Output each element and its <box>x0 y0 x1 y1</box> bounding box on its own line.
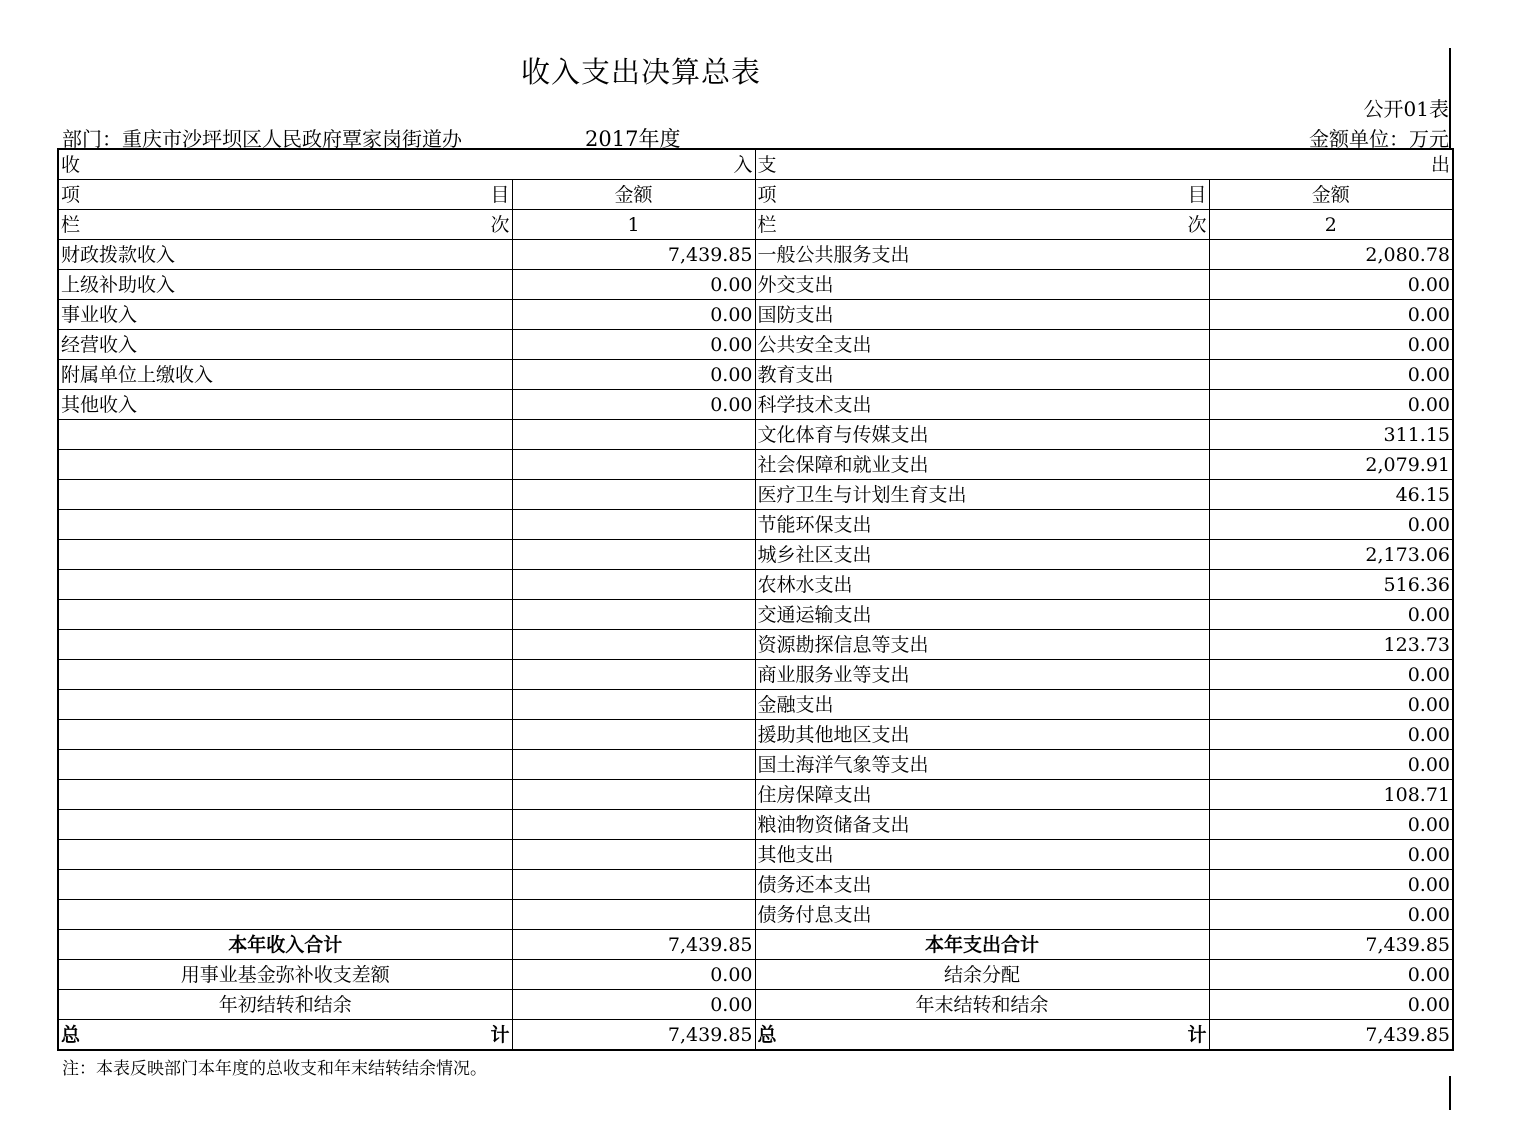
expense-item: 外交支出 <box>755 270 1209 300</box>
expense-amount: 2,173.06 <box>1209 540 1453 570</box>
col-label-right: 次 <box>490 214 510 236</box>
table-row <box>58 420 1453 450</box>
income-expense-table <box>57 148 1454 1051</box>
expense-item: 援助其他地区支出 <box>755 720 1209 750</box>
header-row-item-amount <box>58 180 1453 210</box>
expense-amount: 516.36 <box>1209 570 1453 600</box>
table-row <box>58 870 1453 900</box>
income-col-number: 1 <box>512 210 755 240</box>
table-row <box>58 240 1453 270</box>
income-item <box>58 660 512 690</box>
income-amount-header: 金额 <box>512 180 755 210</box>
income-header-left: 收 <box>61 154 81 176</box>
table-row <box>58 450 1453 480</box>
income-item <box>58 480 512 510</box>
summary-income-amount: 7,439.85 <box>512 930 755 960</box>
income-amount: 0.00 <box>512 300 755 330</box>
income-item: 经营收入 <box>58 330 512 360</box>
summary-expense-amount: 0.00 <box>1209 960 1453 990</box>
expense-header-right: 出 <box>1430 154 1450 176</box>
summary-row <box>58 960 1453 990</box>
table-row <box>58 510 1453 540</box>
item-header-right: 目 <box>1187 184 1207 206</box>
income-item: 事业收入 <box>58 300 512 330</box>
income-amount <box>512 840 755 870</box>
income-amount <box>512 720 755 750</box>
expense-amount: 0.00 <box>1209 900 1453 930</box>
expense-amount: 0.00 <box>1209 360 1453 390</box>
total-income-label <box>58 1020 512 1051</box>
item-header-left: 项 <box>757 184 777 206</box>
expense-col-number: 2 <box>1209 210 1453 240</box>
income-item <box>58 510 512 540</box>
income-item <box>58 540 512 570</box>
expense-item: 商业服务业等支出 <box>755 660 1209 690</box>
table-row <box>58 360 1453 390</box>
table-row <box>58 900 1453 930</box>
income-amount <box>512 810 755 840</box>
page-title: 收入支出决算总表 <box>520 55 761 89</box>
expense-item: 住房保障支出 <box>755 780 1209 810</box>
income-amount <box>512 420 755 450</box>
item-header-left: 项 <box>61 184 81 206</box>
total-label-right: 计 <box>1187 1024 1207 1046</box>
income-amount <box>512 570 755 600</box>
expense-amount: 0.00 <box>1209 390 1453 420</box>
expense-amount: 0.00 <box>1209 600 1453 630</box>
expense-col-label <box>755 210 1209 240</box>
expense-amount: 0.00 <box>1209 300 1453 330</box>
income-amount <box>512 660 755 690</box>
summary-expense-item: 结余分配 <box>755 960 1209 990</box>
income-item: 上级补助收入 <box>58 270 512 300</box>
expense-item: 资源勘探信息等支出 <box>755 630 1209 660</box>
expense-amount: 46.15 <box>1209 480 1453 510</box>
income-header-right: 入 <box>733 154 753 176</box>
summary-income-amount: 0.00 <box>512 990 755 1020</box>
expense-amount-header: 金额 <box>1209 180 1453 210</box>
total-expense-label <box>755 1020 1209 1051</box>
income-amount <box>512 540 755 570</box>
expense-amount: 0.00 <box>1209 720 1453 750</box>
income-amount <box>512 450 755 480</box>
expense-header-cell <box>755 149 1453 180</box>
table-row <box>58 660 1453 690</box>
expense-item: 社会保障和就业支出 <box>755 450 1209 480</box>
income-amount <box>512 780 755 810</box>
income-item <box>58 780 512 810</box>
item-header-right: 目 <box>490 184 510 206</box>
header-row-column-number <box>58 210 1453 240</box>
amount-unit: 金额单位：万元 <box>1309 127 1449 151</box>
income-item <box>58 900 512 930</box>
income-amount <box>512 900 755 930</box>
table-row <box>58 840 1453 870</box>
income-amount <box>512 630 755 660</box>
expense-item: 医疗卫生与计划生育支出 <box>755 480 1209 510</box>
expense-amount: 0.00 <box>1209 690 1453 720</box>
income-amount: 7,439.85 <box>512 240 755 270</box>
expense-amount: 123.73 <box>1209 630 1453 660</box>
income-amount <box>512 690 755 720</box>
table-row <box>58 750 1453 780</box>
income-item <box>58 600 512 630</box>
expense-item: 科学技术支出 <box>755 390 1209 420</box>
table-row <box>58 330 1453 360</box>
expense-header-left: 支 <box>757 154 777 176</box>
total-row <box>58 1020 1453 1051</box>
expense-amount: 0.00 <box>1209 330 1453 360</box>
income-amount <box>512 480 755 510</box>
income-amount <box>512 870 755 900</box>
expense-item: 其他支出 <box>755 840 1209 870</box>
expense-item: 公共安全支出 <box>755 330 1209 360</box>
summary-expense-amount: 0.00 <box>1209 990 1453 1020</box>
expense-amount: 0.00 <box>1209 840 1453 870</box>
income-item: 其他收入 <box>58 390 512 420</box>
summary-expense-amount: 7,439.85 <box>1209 930 1453 960</box>
expense-amount: 0.00 <box>1209 870 1453 900</box>
income-item <box>58 870 512 900</box>
table-row <box>58 540 1453 570</box>
expense-item: 教育支出 <box>755 360 1209 390</box>
income-item-header <box>58 180 512 210</box>
table-row <box>58 300 1453 330</box>
expense-item: 节能环保支出 <box>755 510 1209 540</box>
income-amount: 0.00 <box>512 390 755 420</box>
income-item <box>58 720 512 750</box>
expense-item: 债务付息支出 <box>755 900 1209 930</box>
income-amount: 0.00 <box>512 330 755 360</box>
header-row-income-expense <box>58 149 1453 180</box>
expense-item-header <box>755 180 1209 210</box>
income-item: 附属单位上缴收入 <box>58 360 512 390</box>
expense-amount: 0.00 <box>1209 270 1453 300</box>
income-item <box>58 450 512 480</box>
income-amount: 0.00 <box>512 270 755 300</box>
income-header-cell <box>58 149 755 180</box>
expense-amount: 2,079.91 <box>1209 450 1453 480</box>
col-label-right: 次 <box>1187 214 1207 236</box>
total-income-amount: 7,439.85 <box>512 1020 755 1051</box>
summary-expense-item: 本年支出合计 <box>755 930 1209 960</box>
table-row <box>58 690 1453 720</box>
summary-income-item: 本年收入合计 <box>58 930 512 960</box>
expense-amount: 0.00 <box>1209 750 1453 780</box>
table-row <box>58 270 1453 300</box>
expense-amount: 0.00 <box>1209 660 1453 690</box>
total-label-right: 计 <box>490 1024 510 1046</box>
margin-line-bottom <box>1449 1076 1451 1110</box>
col-label-left: 栏 <box>61 214 81 236</box>
summary-row <box>58 990 1453 1020</box>
expense-amount: 311.15 <box>1209 420 1453 450</box>
income-item <box>58 750 512 780</box>
income-col-label <box>58 210 512 240</box>
total-label-left: 总 <box>757 1024 777 1046</box>
expense-item: 城乡社区支出 <box>755 540 1209 570</box>
income-item <box>58 810 512 840</box>
table-row <box>58 630 1453 660</box>
fiscal-year: 2017年度 <box>585 127 681 151</box>
expense-item: 粮油物资储备支出 <box>755 810 1209 840</box>
form-number: 公开01表 <box>1363 97 1449 121</box>
department-label: 部门：重庆市沙坪坝区人民政府覃家岗街道办 <box>62 127 462 151</box>
total-label-left: 总 <box>61 1024 81 1046</box>
expense-amount: 108.71 <box>1209 780 1453 810</box>
summary-income-item: 用事业基金弥补收支差额 <box>58 960 512 990</box>
income-item <box>58 690 512 720</box>
summary-income-amount: 0.00 <box>512 960 755 990</box>
income-item: 财政拨款收入 <box>58 240 512 270</box>
income-amount <box>512 600 755 630</box>
expense-amount: 0.00 <box>1209 810 1453 840</box>
summary-income-item: 年初结转和结余 <box>58 990 512 1020</box>
summary-row <box>58 930 1453 960</box>
expense-item: 国土海洋气象等支出 <box>755 750 1209 780</box>
table-row <box>58 390 1453 420</box>
expense-amount: 2,080.78 <box>1209 240 1453 270</box>
expense-item: 国防支出 <box>755 300 1209 330</box>
expense-item: 交通运输支出 <box>755 600 1209 630</box>
footnote: 注：本表反映部门本年度的总收支和年末结转结余情况。 <box>62 1059 487 1079</box>
table-row <box>58 720 1453 750</box>
income-item <box>58 630 512 660</box>
income-item <box>58 420 512 450</box>
total-expense-amount: 7,439.85 <box>1209 1020 1453 1051</box>
income-amount <box>512 750 755 780</box>
table-row <box>58 480 1453 510</box>
expense-item: 文化体育与传媒支出 <box>755 420 1209 450</box>
table-row <box>58 600 1453 630</box>
expense-item: 金融支出 <box>755 690 1209 720</box>
table-row <box>58 810 1453 840</box>
col-label-left: 栏 <box>757 214 777 236</box>
expense-item: 一般公共服务支出 <box>755 240 1209 270</box>
table-row <box>58 780 1453 810</box>
summary-expense-item: 年末结转和结余 <box>755 990 1209 1020</box>
table-row <box>58 570 1453 600</box>
income-amount: 0.00 <box>512 360 755 390</box>
margin-line-top <box>1449 48 1451 148</box>
income-item <box>58 840 512 870</box>
expense-amount: 0.00 <box>1209 510 1453 540</box>
expense-item: 农林水支出 <box>755 570 1209 600</box>
income-amount <box>512 510 755 540</box>
expense-item: 债务还本支出 <box>755 870 1209 900</box>
income-item <box>58 570 512 600</box>
